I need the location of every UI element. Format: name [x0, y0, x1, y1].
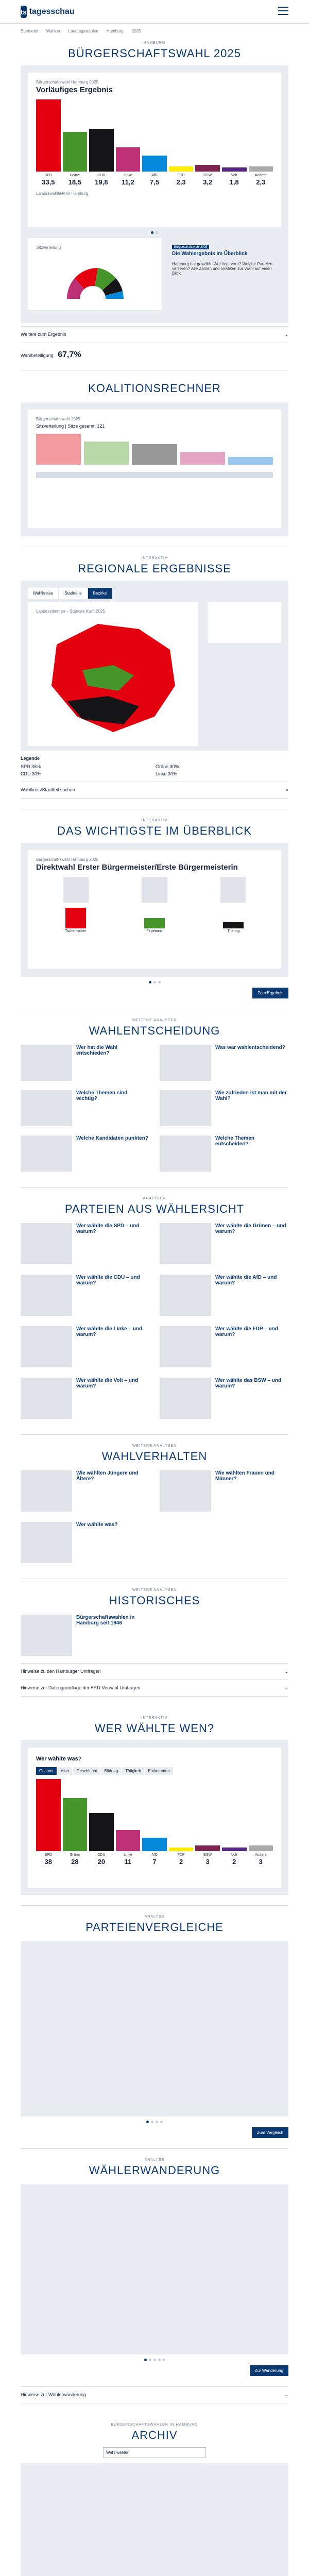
- result-button[interactable]: Zum Ergebnis: [252, 988, 288, 998]
- carousel-dots[interactable]: [28, 231, 281, 234]
- who-tabs: [36, 1767, 273, 1775]
- bar-label: AfD: [151, 174, 158, 177]
- bar-value: 2,3: [176, 178, 186, 186]
- breadcrumb-item[interactable]: Wahlen: [46, 29, 60, 33]
- tab-stadtteile[interactable]: Stadtteile: [59, 588, 87, 599]
- decision-title: WAHLENTSCHEIDUNG: [89, 1024, 220, 1037]
- bar-label: SPD: [44, 174, 52, 177]
- teaser-card[interactable]: Wer wählte die AfD – und warum?: [160, 1275, 288, 1316]
- behavior-kicker: WEITERE ANALYSEN: [132, 1444, 177, 1448]
- accordion[interactable]: Hinweise zu den Hamburger Umfragen ⌄: [21, 1663, 288, 1680]
- bar-value: 3: [259, 1858, 263, 1866]
- result-section: [21, 39, 288, 370]
- archive-kicker: BÜRGERSCHAFTSWAHLEN IN HAMBURG: [111, 2423, 198, 2427]
- compare-kicker: ANALYSE: [144, 1915, 165, 1919]
- teaser-card[interactable]: Wer wählte das BSW – und warum?: [160, 1378, 288, 1419]
- teaser-card[interactable]: Wie zufrieden ist man mit der Wahl?: [160, 1090, 288, 1126]
- tab-geschlecht[interactable]: Geschlecht: [73, 1767, 100, 1775]
- teaser-card[interactable]: Wie wählten Frauen und Männer?: [160, 1470, 288, 1512]
- bar-spd: [36, 99, 61, 172]
- bar-label: Andere: [254, 174, 267, 177]
- bar-fdp: [169, 1848, 194, 1851]
- summary-title: DAS WICHTIGSTE IM ÜBERBLICK: [57, 824, 252, 837]
- candidate-name: Thering: [227, 929, 240, 933]
- bar-grüne: [63, 1798, 88, 1851]
- bar-value: 38: [44, 1858, 53, 1866]
- candidate-photo: [63, 877, 89, 903]
- accordion-label: Weitere zum Ergebnis: [21, 332, 66, 337]
- decision-section: [21, 1009, 288, 1187]
- behavior-grid: [21, 1470, 288, 1568]
- legend-item: SPD 35%: [21, 764, 41, 769]
- teaser-title: Die Wahlergebnis im Überblick: [172, 251, 248, 257]
- map-title: Landesstimmen – Stärkste Kraft 2025: [36, 609, 105, 614]
- accordion[interactable]: Hinweise zur Datengrundlage der ARD-Vorwahl-Umfragen ⌄: [21, 1680, 288, 1697]
- bar-afd: [142, 156, 167, 172]
- bar-label: Volt: [231, 174, 237, 177]
- teaser-card[interactable]: Bürgerschaftswahlen in Hamburg seit 1946: [21, 1615, 154, 1656]
- migration-button[interactable]: Zur Wanderung: [250, 2365, 288, 2376]
- legend-item: Linke 30%: [156, 771, 178, 776]
- coalition-box[interactable]: [28, 410, 281, 528]
- page-title: BÜRGERSCHAFTSWAHL 2025: [68, 47, 241, 60]
- bar-fdp: [169, 166, 194, 172]
- bar-linke: [116, 147, 141, 172]
- parties-grid: [21, 1223, 288, 1424]
- who-kicker: INTERAKTIV: [141, 1716, 168, 1720]
- bar-linke: [116, 1830, 141, 1851]
- teaser-card[interactable]: Wer wählte die SPD – und warum?: [21, 1223, 149, 1264]
- tab-bildung[interactable]: Bildung: [101, 1767, 122, 1775]
- bar-label: Grüne: [70, 1853, 80, 1857]
- bar-value: 7: [152, 1858, 157, 1866]
- breadcrumb-item[interactable]: Startseite: [21, 29, 38, 33]
- section-kicker: HAMBURG: [143, 41, 166, 45]
- map-legend: [21, 756, 288, 799]
- coalition-sub: Bürgerschaftswahl 2025: [36, 417, 80, 421]
- chart-footnote: Landeswahlleiterin Hamburg: [36, 191, 89, 196]
- bar-value: 2: [232, 1858, 236, 1866]
- bar-label: AfD: [151, 1853, 158, 1857]
- legend-item: Grüne 30%: [156, 764, 179, 769]
- tab-alter[interactable]: Alter: [58, 1767, 72, 1775]
- bar-label: Grüne: [70, 174, 80, 177]
- teaser-text: Hamburg hat gewählt. Wer liegt vorn? Welche Parteien verlieren? Alle Zahlen und Grafiken zur Wahl auf einen Blick.: [172, 262, 272, 276]
- coalition-section: [21, 370, 288, 547]
- logo[interactable]: [21, 5, 75, 19]
- teaser-card[interactable]: Wer wählte die Linke – und warum?: [21, 1326, 149, 1367]
- teaser-card[interactable]: Welche Themen sind wichtig?: [21, 1090, 149, 1126]
- bar-label: CDU: [97, 1853, 106, 1857]
- bar-bsw: [195, 1845, 220, 1851]
- seat-semicircle: [36, 250, 149, 301]
- legend-item: CDU 30%: [21, 771, 42, 776]
- bar-afd: [142, 1838, 167, 1851]
- breadcrumb-item[interactable]: Hamburg: [106, 29, 124, 33]
- bar-value: 19,8: [95, 178, 108, 186]
- bar-grüne: [63, 132, 88, 172]
- parties-section: [21, 1188, 288, 1434]
- candidate-photo: [220, 877, 246, 903]
- bar-values: [36, 1858, 273, 1866]
- carousel-dots[interactable]: [21, 2121, 288, 2123]
- bar-label: CDU: [97, 174, 106, 177]
- coalition-bars: [36, 434, 273, 465]
- turnout-value: 67,7%: [58, 350, 81, 359]
- bar-value: 11: [124, 1858, 132, 1866]
- bar-label: SPD: [44, 1853, 52, 1857]
- summary-panel: [21, 843, 288, 977]
- compare-panel[interactable]: [21, 1941, 288, 2116]
- who-chart: [28, 1748, 281, 1888]
- majority-bar: [36, 472, 273, 478]
- breadcrumb-item[interactable]: Landtagswahlen: [68, 29, 98, 33]
- legend-title: Legende: [21, 756, 40, 761]
- chevron-down-icon: ⌄: [284, 332, 288, 337]
- bar-cdu: [89, 1813, 114, 1851]
- chevron-down-icon: ⌄: [284, 1669, 288, 1674]
- bar-value: 1,8: [229, 178, 239, 186]
- aside-teaser[interactable]: [172, 238, 281, 310]
- carousel-dots[interactable]: [21, 981, 288, 984]
- search-field[interactable]: [21, 782, 288, 799]
- candidate-name: Tschentscher: [65, 929, 87, 933]
- teaser-card[interactable]: Wer wählte was?: [21, 1522, 149, 1563]
- summary-kicker: INTERAKTIV: [141, 819, 168, 822]
- history-section: [21, 1579, 288, 1707]
- who-section: [21, 1707, 288, 1905]
- bar-area: [36, 99, 273, 172]
- hamburg-map[interactable]: [36, 614, 191, 737]
- behavior-title: WAHLVERHALTEN: [101, 1450, 208, 1463]
- regional-section: [21, 547, 288, 809]
- teaser-card[interactable]: Wer wählte die CDU – und warum?: [21, 1275, 149, 1316]
- bar-label: Linke: [124, 1853, 132, 1857]
- turnout: [21, 350, 288, 360]
- bar-volt: [222, 167, 247, 172]
- teaser-card[interactable]: Wer wählte die Grünen – und warum?: [160, 1223, 288, 1264]
- result-chart: [28, 73, 281, 227]
- seat-title: Sitzverteilung: [36, 245, 61, 250]
- compare-title: PARTEIENVERGLEICHE: [85, 1921, 224, 1934]
- compare-section: [21, 1906, 288, 2148]
- tab-bezirke[interactable]: Bezirke: [88, 588, 112, 599]
- who-title: WER WÄHLTE WEN?: [94, 1722, 215, 1735]
- history-title: HISTORISCHES: [109, 1594, 200, 1607]
- teaser-card[interactable]: Welche Themen entscheiden?: [160, 1136, 288, 1172]
- breadcrumb: [0, 24, 309, 39]
- bar-spd: [36, 1779, 61, 1851]
- logo-text: tagesschau: [29, 7, 75, 16]
- teaser-card[interactable]: Wie wählten Jüngere und Ältere?: [21, 1470, 149, 1512]
- tab-wahlkreise[interactable]: Wahlkreise: [28, 588, 58, 599]
- archive-select[interactable]: Wahl wählen: [103, 2447, 206, 2458]
- teaser-badge: Bürgerschaftswahl 2025: [172, 245, 209, 249]
- migration-panel[interactable]: [21, 2184, 288, 2354]
- bar-label: FDP: [177, 1853, 185, 1857]
- regional-kicker: INTERAKTIV: [141, 556, 168, 560]
- tab-taetigkeit[interactable]: Tätigkeit: [122, 1767, 144, 1775]
- bar-labels: [36, 174, 273, 177]
- teaser-card[interactable]: Was war wahlentscheidend?: [160, 1045, 288, 1081]
- teaser-card[interactable]: Wer wählte die FDP – und warum?: [160, 1326, 288, 1367]
- result-panel: [21, 65, 288, 323]
- bar-value: 7,5: [149, 178, 160, 186]
- bar-label: FDP: [177, 174, 185, 177]
- bar-label: BSW: [203, 1853, 212, 1857]
- bar-value: 11,2: [122, 178, 134, 186]
- bar-value: 2: [179, 1858, 183, 1866]
- coalition-panel: [21, 402, 288, 536]
- summary-section: [21, 809, 288, 1009]
- chevron-down-icon: ⌄: [284, 2392, 288, 2397]
- who-panel: [21, 1740, 288, 1895]
- results-accordion[interactable]: [21, 326, 288, 343]
- turnout-label: Wahlbeteiligung: [21, 353, 54, 358]
- teaser-card[interactable]: Welche Kandidaten punkten?: [21, 1136, 149, 1172]
- regional-title: REGIONALE ERGEBNISSE: [78, 562, 231, 575]
- coalition-desc: Sitzverteilung | Sitze gesamt: 121: [36, 423, 105, 429]
- map-info: [208, 602, 281, 643]
- breadcrumb-item: 2025: [131, 29, 141, 33]
- bar-value: 3,2: [203, 178, 213, 186]
- accordion[interactable]: Hinweise zur Wählerwanderung ⌄: [21, 2386, 288, 2403]
- tab-einkommen[interactable]: Einkommen: [145, 1767, 173, 1775]
- bar-value: 18,5: [68, 178, 81, 186]
- archive-title: ARCHIV: [131, 2429, 178, 2442]
- bar-volt: [222, 1848, 247, 1851]
- bar-value: 28: [71, 1858, 79, 1866]
- who-sub: Wer wählte was?: [36, 1756, 82, 1762]
- bar-cdu: [89, 129, 114, 172]
- chevron-down-icon: ⌄: [284, 1685, 288, 1690]
- migration-title: WÄHLERWANDERUNG: [89, 2164, 220, 2177]
- logo-mark: ts: [21, 6, 27, 18]
- bar-value: 2,3: [256, 178, 266, 186]
- bar-area: [36, 1779, 273, 1851]
- parties-title: PARTEIEN AUS WÄHLERSICHT: [64, 1202, 245, 1215]
- teaser-card[interactable]: Wer hat die Wahl entschieden?: [21, 1045, 149, 1081]
- bar-labels: [36, 1853, 273, 1857]
- seat-chart: [28, 238, 162, 310]
- carousel-dots[interactable]: [21, 2359, 288, 2361]
- regional-tabs: [28, 588, 281, 599]
- menu-icon[interactable]: [278, 7, 288, 15]
- search-icon: ⌕: [285, 787, 288, 792]
- bar-label: Andere: [254, 1853, 267, 1857]
- coalition-title: KOALITIONSRECHNER: [88, 382, 221, 395]
- migration-section: [21, 2149, 288, 2414]
- parties-kicker: ANALYSEN: [143, 1197, 166, 1200]
- regional-panel: [21, 581, 288, 751]
- map-box[interactable]: [28, 602, 198, 746]
- bar-value: 20: [97, 1858, 106, 1866]
- chart-title: Vorläufiges Ergebnis: [36, 86, 113, 94]
- archive-section: [21, 2414, 288, 2576]
- summary-box: [28, 850, 281, 969]
- bar-andere: [249, 166, 273, 172]
- tab-gesamt[interactable]: Gesamt: [36, 1767, 57, 1775]
- bar-label: Linke: [124, 174, 132, 177]
- header: [0, 0, 309, 24]
- compare-button[interactable]: Zum Vergleich: [252, 2127, 288, 2138]
- bar-value: 33,5: [42, 178, 55, 186]
- summary-sub: Bürgerschaftswahl Hamburg 2025: [36, 857, 98, 862]
- bar-values: [36, 178, 273, 186]
- bar-label: Volt: [231, 1853, 237, 1857]
- history-kicker: WEITERE ANALYSEN: [132, 1588, 177, 1592]
- candidate-photo: [142, 877, 167, 903]
- decision-grid: [21, 1045, 288, 1177]
- bar-bsw: [195, 165, 220, 172]
- bar-andere: [249, 1845, 273, 1851]
- bar-label: BSW: [203, 174, 212, 177]
- candidate-name: Fegebank: [146, 929, 163, 933]
- archive-panel: [21, 2463, 288, 2576]
- decision-kicker: WEITERE ANALYSEN: [132, 1019, 177, 1022]
- search-label: Wahlkreis/Stadtteil suchen: [21, 787, 75, 792]
- chart-subtitle: Bürgerschaftswahl Hamburg 2025: [36, 80, 98, 84]
- behavior-section: [21, 1435, 288, 1579]
- bar-value: 3: [205, 1858, 210, 1866]
- teaser-card[interactable]: Wer wählte die Volt – und warum?: [21, 1378, 149, 1419]
- migration-kicker: ANALYSE: [144, 2158, 165, 2162]
- summary-heading: Direktwahl Erster Bürgermeister/Erste Bürgermeisterin: [36, 863, 238, 872]
